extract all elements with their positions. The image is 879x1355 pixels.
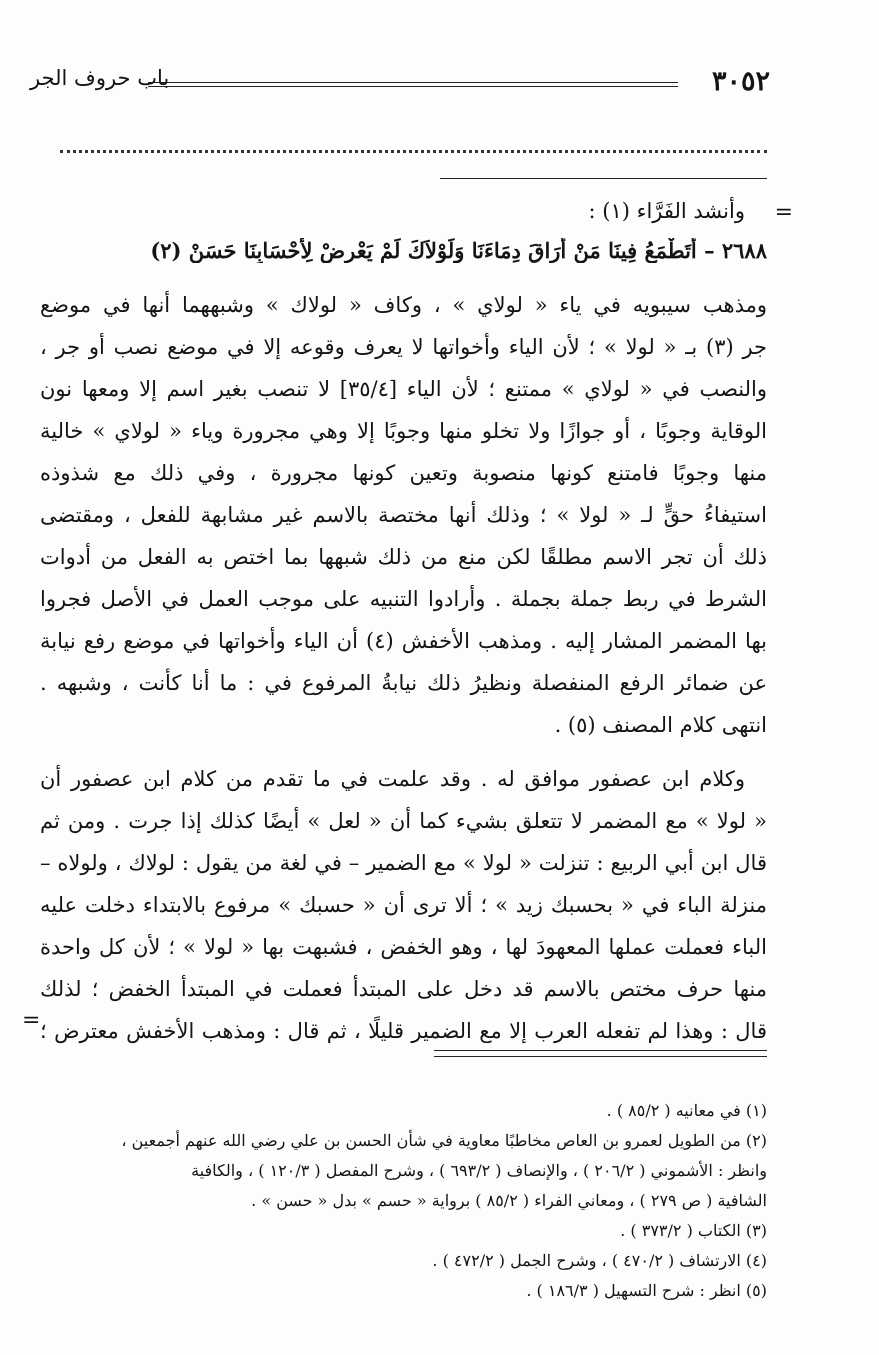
text-line: وكلام ابن عصفور موافق له . وقد علمت في ما تقدم من كلام ابن عصفور أن — [40, 767, 745, 791]
poetry-verse: ٢٦٨٨ – أَتَطْمَعُ فِينَا مَنْ أَرَاقَ دِمَاءَنَا وَلَوْلاَكَ لَمْ يَعْرِضْ لِأَحْسَابِنَا حَسَنْ (٢) — [150, 238, 767, 263]
chapter-title: باب حروف الجر — [30, 66, 170, 90]
footnote: وانظر : الأشموني ( ٢٠٦/٢ ) ، والإنصاف ( ٦٩٣/٢ ) ، وشرح المفصل ( ١٢٠/٣ ) ، والكافية — [191, 1161, 767, 1180]
header-double-rule — [148, 82, 678, 83]
intro-text — [40, 190, 767, 232]
text-line: بها المضمر المشار إليه . ومذهب الأخفش (٤) أن الياء وأخواتها في موضع رفع نيابة — [40, 629, 767, 653]
text-line: عن ضمائر الرفع المنفصلة ونظيرُ ذلك نيابةُ المرفوع في : ما أنا كأنت ، وشبهه . — [40, 671, 767, 695]
footnote: (٤) الارتشاف ( ٤٧٠/٢ ) ، وشرح الجمل ( ٤٧٢/٢ ) . — [432, 1251, 767, 1270]
text-line: جر (٣) بـ « لولا » ؛ لأن الياء وأخواتها لا يعرف وقوعه إلا في موضع نصب أو جر ، — [40, 335, 767, 359]
text-line: منزلة الباء في « بحسبك زيد » ؛ ألا ترى أن « حسبك » مرفوع بالابتداء دخلت عليه — [40, 893, 767, 917]
page-number: ٣٠٥٢ — [711, 66, 770, 97]
footnote: (٣) الكتاب ( ٣٧٣/٢ ) . — [620, 1221, 767, 1240]
continuation-marker-bottom: = — [22, 1008, 41, 1033]
text-line: انتهى كلام المصنف (٥) . — [554, 713, 767, 737]
footnote-double-rule-second — [434, 1056, 767, 1057]
text-line: الوقاية وجوبًا ، أو جوازًا ولا تخلو منها وجوبًا إلا وهي مجرورة وياء « لولاي » خالية — [40, 419, 767, 443]
intro-line: وأنشد الفَرَّاء (١) : — [588, 199, 745, 223]
text-line: قال ابن أبي الربيع : تنزلت « لولا » مع الضمير – في لغة من يقول : لولاك ، ولولاه – — [40, 851, 767, 875]
text-line: ومذهب سيبويه في ياء « لولاي » ، وكاف « لولاك » وشبههما أنها في موضع — [40, 293, 767, 317]
text-line: والنصب في « لولاي » ممتنع ؛ لأن الياء [٣٥/٤] لا تنصب بغير اسم إلا ومعها نون — [40, 377, 767, 401]
text-line: الشرط في ربط جملة بجملة . وأرادوا التنبيه على موجب العمل في الأصل فجروا — [40, 587, 767, 611]
text-line: الباء فعملت عملها المعهودَ لها ، وهو الخفض ، فشبهت بها « لولا » ؛ لأن كل واحدة — [40, 935, 767, 959]
top-short-rule — [440, 178, 767, 179]
text-line: « لولا » مع المضمر لا تتعلق بشيء كما أن « لعل » أيضًا كذلك إذا جرت . ومن ثم — [40, 809, 767, 833]
running-header — [30, 66, 770, 106]
text-line: قال : وهذا لم تفعله العرب إلا مع الضمير قليلًا ، ثم قال : ومذهب الأخفش معترض ؛ — [40, 1019, 767, 1043]
footnotes — [40, 1096, 767, 1306]
text-line: منها وجوبًا فامتنع كونها منصوبة وتعين كونها مجرورة ، وفي ذلك مع شذوذه — [40, 461, 767, 485]
footnote: (٢) من الطويل لعمرو بن العاص مخاطبًا معاوية في شأن الحسن بن علي رضي الله عنهم أجمعين ، — [121, 1131, 767, 1150]
paragraph-sibawayh — [40, 284, 767, 746]
footnote: الشافية ( ص ٢٧٩ ) ، ومعاني الفراء ( ٨٥/٢ ) برواية « حسم » بدل « حسن » . — [251, 1191, 767, 1210]
text-line: منها حرف مختص بالاسم قد دخل على المبتدأ فعملت في المبتدأ الخفض ؛ لذلك — [40, 977, 767, 1001]
text-line: ذلك أن تجر الاسم مطلقًا لكن منع من ذلك شبهها بما اختص به الفعل من أدوات — [40, 545, 767, 569]
footnote-double-rule — [434, 1050, 767, 1051]
text-line: استيفاءُ حقٍّ لـ « لولا » ؛ وذلك أنها مختصة بالاسم غير مشابهة للفعل ، ومقتضى — [40, 503, 767, 527]
footnote: (٥) انظر : شرح التسهيل ( ١٨٦/٣ ) . — [526, 1281, 767, 1300]
continuation-marker-top: = — [774, 200, 793, 225]
paragraph-ibn-usfur — [40, 758, 767, 1052]
footnote: (١) في معانيه ( ٨٥/٢ ) . — [606, 1101, 767, 1120]
dotted-separator — [60, 150, 767, 153]
